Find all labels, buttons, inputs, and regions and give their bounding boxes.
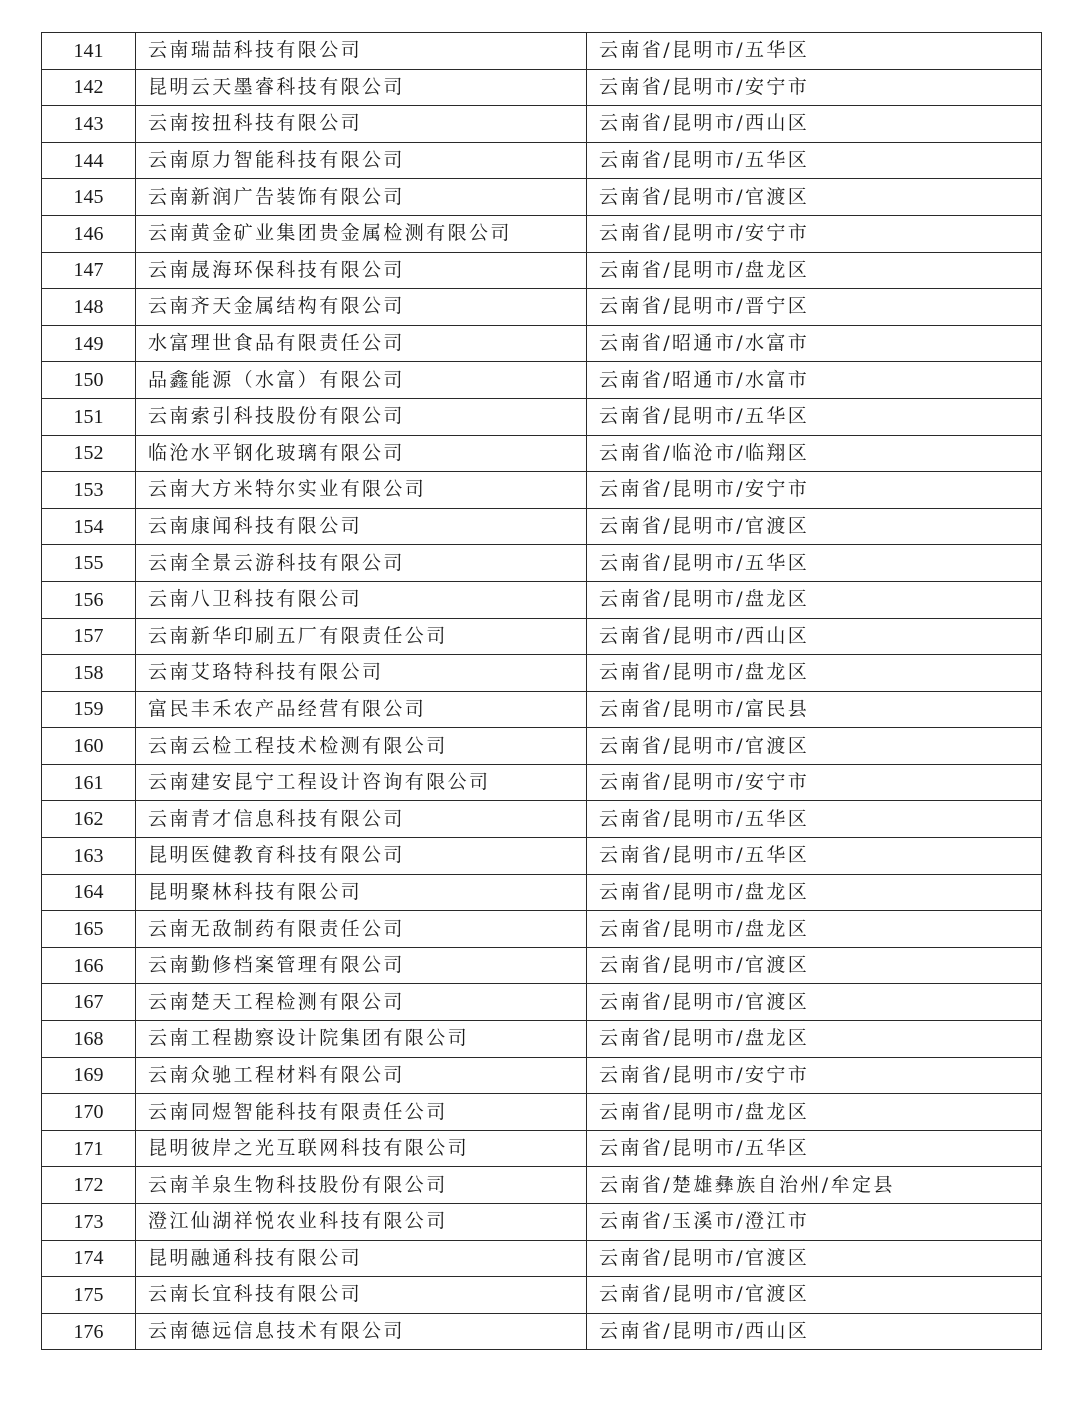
company-location: 云南省/楚雄彝族自治州/牟定县 <box>587 1167 1042 1204</box>
company-location: 云南省/昆明市/安宁市 <box>587 69 1042 106</box>
row-number: 150 <box>42 362 136 399</box>
table-row <box>42 655 1042 692</box>
company-name: 水富理世食品有限责任公司 <box>136 325 587 362</box>
company-name: 云南八卫科技有限公司 <box>136 581 587 618</box>
row-number: 145 <box>42 179 136 216</box>
company-name: 澄江仙湖祥悦农业科技有限公司 <box>136 1204 587 1241</box>
company-location: 云南省/昆明市/盘龙区 <box>587 874 1042 911</box>
company-location: 云南省/临沧市/临翔区 <box>587 435 1042 472</box>
row-number: 164 <box>42 874 136 911</box>
row-number: 155 <box>42 545 136 582</box>
row-number: 159 <box>42 691 136 728</box>
table-row <box>42 435 1042 472</box>
company-name: 昆明云天墨睿科技有限公司 <box>136 69 587 106</box>
company-location: 云南省/昆明市/西山区 <box>587 618 1042 655</box>
table-row <box>42 1094 1042 1131</box>
table-row <box>42 1057 1042 1094</box>
company-location: 云南省/昆明市/晋宁区 <box>587 289 1042 326</box>
company-location: 云南省/昆明市/安宁市 <box>587 764 1042 801</box>
table-row <box>42 984 1042 1021</box>
table-row <box>42 106 1042 143</box>
company-location: 云南省/昆明市/安宁市 <box>587 215 1042 252</box>
company-name: 云南无敌制药有限责任公司 <box>136 911 587 948</box>
table-row <box>42 215 1042 252</box>
row-number: 153 <box>42 472 136 509</box>
table-row <box>42 33 1042 70</box>
table-row <box>42 472 1042 509</box>
company-name: 昆明医健教育科技有限公司 <box>136 838 587 875</box>
row-number: 146 <box>42 215 136 252</box>
company-location: 云南省/昆明市/五华区 <box>587 801 1042 838</box>
company-location: 云南省/昆明市/盘龙区 <box>587 1094 1042 1131</box>
row-number: 154 <box>42 508 136 545</box>
company-name: 云南索引科技股份有限公司 <box>136 398 587 435</box>
company-name: 云南众驰工程材料有限公司 <box>136 1057 587 1094</box>
company-name: 云南瑞喆科技有限公司 <box>136 33 587 70</box>
company-location: 云南省/昆明市/安宁市 <box>587 472 1042 509</box>
row-number: 147 <box>42 252 136 289</box>
company-location: 云南省/昆明市/富民县 <box>587 691 1042 728</box>
table-row <box>42 362 1042 399</box>
row-number: 143 <box>42 106 136 143</box>
table-row <box>42 1204 1042 1241</box>
company-name: 云南同煜智能科技有限责任公司 <box>136 1094 587 1131</box>
company-location: 云南省/昭通市/水富市 <box>587 325 1042 362</box>
company-list-table <box>41 32 1042 1350</box>
company-name: 临沧水平钢化玻璃有限公司 <box>136 435 587 472</box>
row-number: 160 <box>42 728 136 765</box>
row-number: 171 <box>42 1130 136 1167</box>
company-name: 富民丰禾农产品经营有限公司 <box>136 691 587 728</box>
company-location: 云南省/昆明市/盘龙区 <box>587 911 1042 948</box>
company-name: 云南德远信息技术有限公司 <box>136 1313 587 1350</box>
company-name: 云南青才信息科技有限公司 <box>136 801 587 838</box>
company-name: 云南长宜科技有限公司 <box>136 1277 587 1314</box>
table-row <box>42 1313 1042 1350</box>
company-location: 云南省/昆明市/盘龙区 <box>587 655 1042 692</box>
row-number: 166 <box>42 947 136 984</box>
table-row <box>42 1021 1042 1058</box>
company-location: 云南省/昆明市/官渡区 <box>587 508 1042 545</box>
table-row <box>42 545 1042 582</box>
company-name: 云南齐天金属结构有限公司 <box>136 289 587 326</box>
company-name: 云南云检工程技术检测有限公司 <box>136 728 587 765</box>
table-row <box>42 398 1042 435</box>
company-location: 云南省/昆明市/五华区 <box>587 1130 1042 1167</box>
company-name: 云南艾珞特科技有限公司 <box>136 655 587 692</box>
table-row <box>42 618 1042 655</box>
table-row <box>42 289 1042 326</box>
company-location: 云南省/昆明市/盘龙区 <box>587 1021 1042 1058</box>
table-row <box>42 1240 1042 1277</box>
company-location: 云南省/昆明市/安宁市 <box>587 1057 1042 1094</box>
company-location: 云南省/昆明市/盘龙区 <box>587 252 1042 289</box>
company-location: 云南省/昆明市/五华区 <box>587 142 1042 179</box>
company-location: 云南省/昆明市/官渡区 <box>587 984 1042 1021</box>
company-location: 云南省/玉溪市/澄江市 <box>587 1204 1042 1241</box>
company-location: 云南省/昆明市/盘龙区 <box>587 581 1042 618</box>
company-location: 云南省/昆明市/官渡区 <box>587 1277 1042 1314</box>
company-name: 昆明彼岸之光互联网科技有限公司 <box>136 1130 587 1167</box>
table-row <box>42 728 1042 765</box>
row-number: 175 <box>42 1277 136 1314</box>
table-row <box>42 838 1042 875</box>
row-number: 169 <box>42 1057 136 1094</box>
company-location: 云南省/昆明市/官渡区 <box>587 179 1042 216</box>
row-number: 157 <box>42 618 136 655</box>
table-row <box>42 691 1042 728</box>
company-name: 云南建安昆宁工程设计咨询有限公司 <box>136 764 587 801</box>
company-name: 云南新华印刷五厂有限责任公司 <box>136 618 587 655</box>
company-location: 云南省/昆明市/官渡区 <box>587 1240 1042 1277</box>
company-name: 云南按扭科技有限公司 <box>136 106 587 143</box>
company-name: 昆明聚林科技有限公司 <box>136 874 587 911</box>
row-number: 170 <box>42 1094 136 1131</box>
row-number: 163 <box>42 838 136 875</box>
company-location: 云南省/昭通市/水富市 <box>587 362 1042 399</box>
row-number: 167 <box>42 984 136 1021</box>
table-row <box>42 581 1042 618</box>
table-row <box>42 252 1042 289</box>
table-row <box>42 911 1042 948</box>
company-name: 云南黄金矿业集团贵金属检测有限公司 <box>136 215 587 252</box>
table-row <box>42 1167 1042 1204</box>
company-location: 云南省/昆明市/官渡区 <box>587 947 1042 984</box>
row-number: 161 <box>42 764 136 801</box>
company-name: 云南工程勘察设计院集团有限公司 <box>136 1021 587 1058</box>
row-number: 156 <box>42 581 136 618</box>
table-row <box>42 325 1042 362</box>
row-number: 172 <box>42 1167 136 1204</box>
company-location: 云南省/昆明市/五华区 <box>587 838 1042 875</box>
table-row <box>42 1130 1042 1167</box>
row-number: 165 <box>42 911 136 948</box>
company-name: 云南羊泉生物科技股份有限公司 <box>136 1167 587 1204</box>
company-location: 云南省/昆明市/五华区 <box>587 33 1042 70</box>
row-number: 148 <box>42 289 136 326</box>
row-number: 151 <box>42 398 136 435</box>
company-name: 云南新润广告装饰有限公司 <box>136 179 587 216</box>
row-number: 142 <box>42 69 136 106</box>
company-location: 云南省/昆明市/五华区 <box>587 398 1042 435</box>
company-location: 云南省/昆明市/西山区 <box>587 1313 1042 1350</box>
table-row <box>42 142 1042 179</box>
row-number: 158 <box>42 655 136 692</box>
row-number: 168 <box>42 1021 136 1058</box>
company-name: 品鑫能源（水富）有限公司 <box>136 362 587 399</box>
company-name: 云南楚天工程检测有限公司 <box>136 984 587 1021</box>
row-number: 149 <box>42 325 136 362</box>
company-name: 云南勤修档案管理有限公司 <box>136 947 587 984</box>
company-name: 昆明融通科技有限公司 <box>136 1240 587 1277</box>
table-row <box>42 69 1042 106</box>
company-name: 云南原力智能科技有限公司 <box>136 142 587 179</box>
table-row <box>42 874 1042 911</box>
table-row <box>42 508 1042 545</box>
table-row <box>42 801 1042 838</box>
row-number: 152 <box>42 435 136 472</box>
table-row <box>42 947 1042 984</box>
company-location: 云南省/昆明市/五华区 <box>587 545 1042 582</box>
table-row <box>42 179 1042 216</box>
row-number: 144 <box>42 142 136 179</box>
company-name: 云南晟海环保科技有限公司 <box>136 252 587 289</box>
company-name: 云南全景云游科技有限公司 <box>136 545 587 582</box>
row-number: 174 <box>42 1240 136 1277</box>
row-number: 141 <box>42 33 136 70</box>
table-row <box>42 764 1042 801</box>
company-location: 云南省/昆明市/西山区 <box>587 106 1042 143</box>
row-number: 173 <box>42 1204 136 1241</box>
company-name: 云南康闻科技有限公司 <box>136 508 587 545</box>
company-list-body <box>42 33 1042 1350</box>
row-number: 162 <box>42 801 136 838</box>
company-name: 云南大方米特尔实业有限公司 <box>136 472 587 509</box>
row-number: 176 <box>42 1313 136 1350</box>
table-row <box>42 1277 1042 1314</box>
company-location: 云南省/昆明市/官渡区 <box>587 728 1042 765</box>
